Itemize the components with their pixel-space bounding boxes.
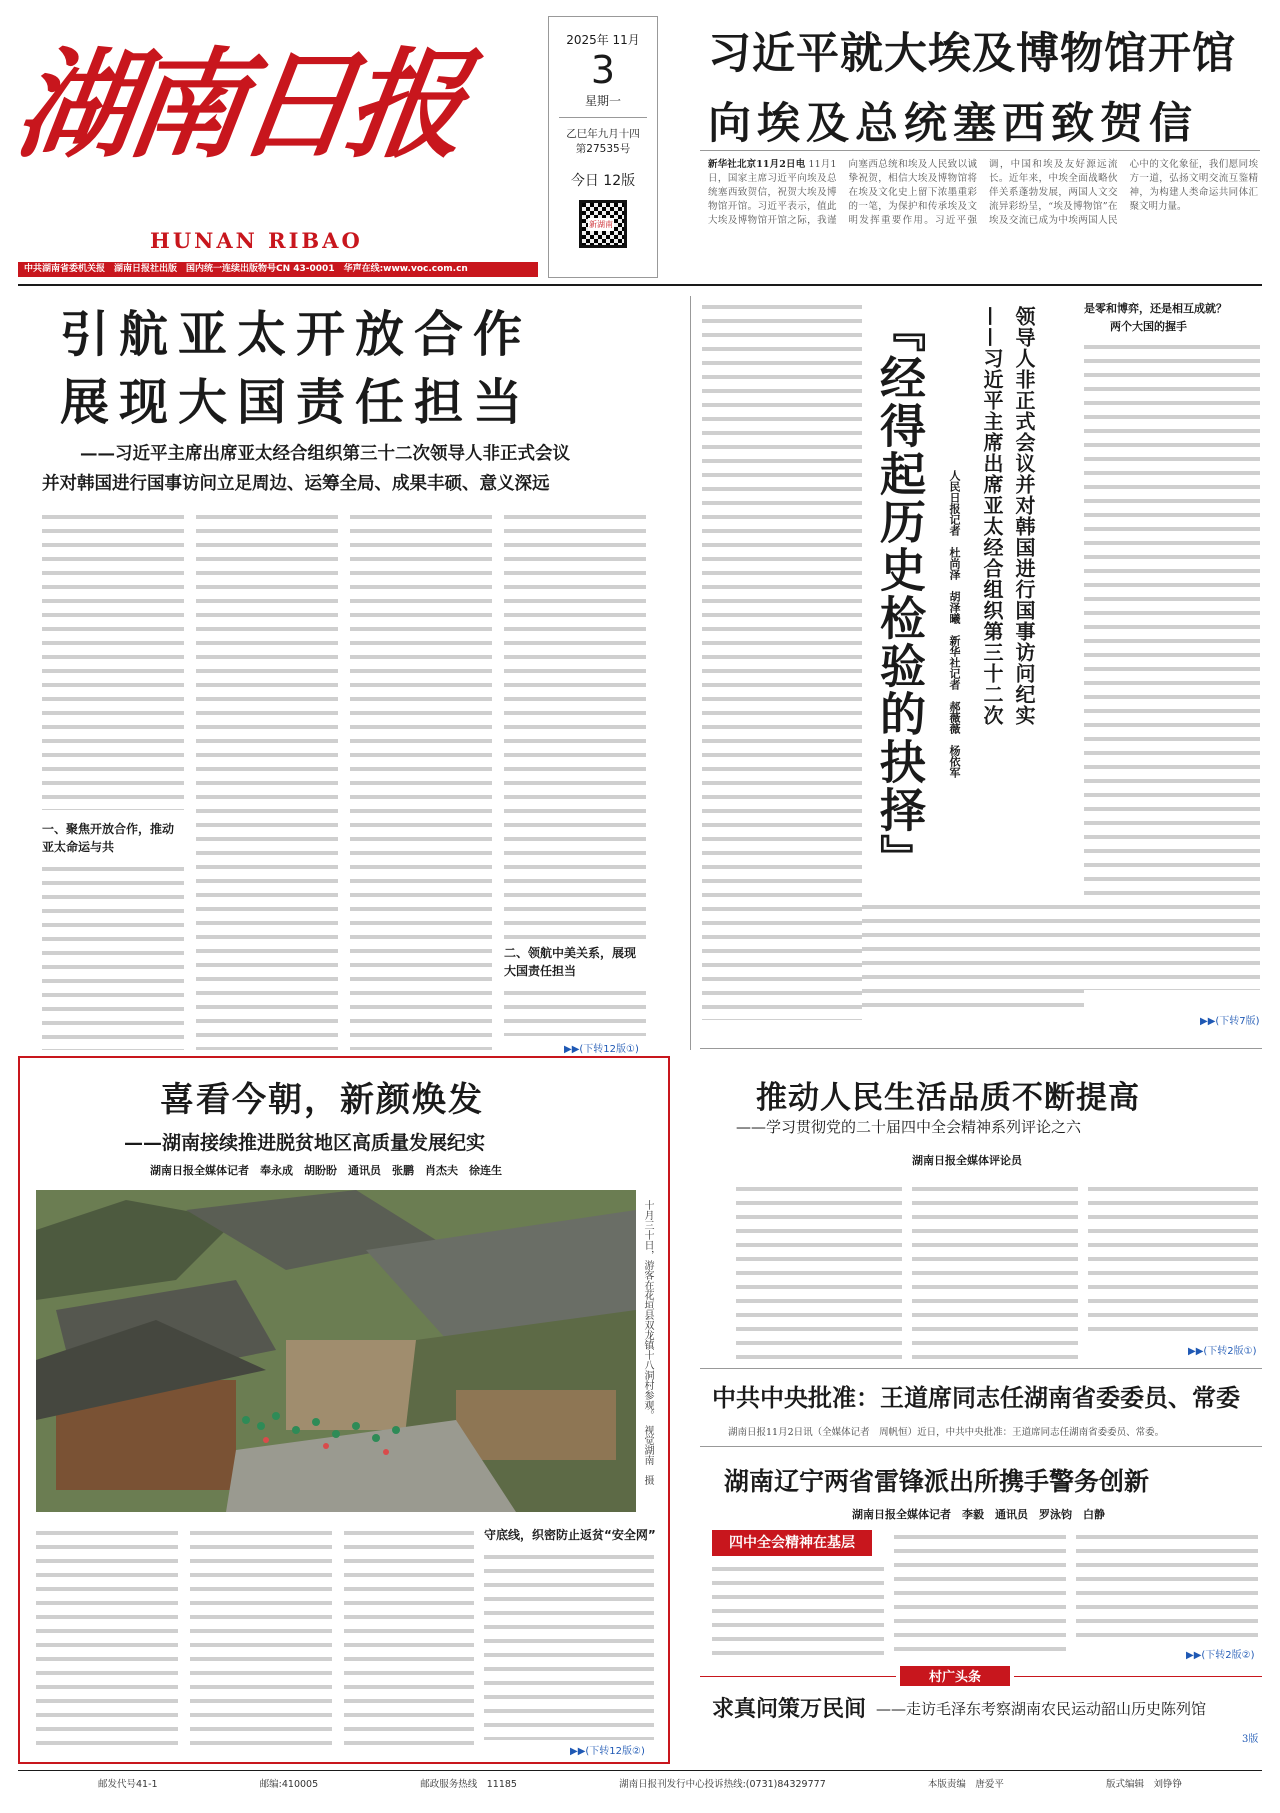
footer-item: 邮编:410005: [259, 1779, 319, 1790]
photo-story-headline[interactable]: 喜看今朝，新颜焕发: [160, 1080, 484, 1120]
commentary-subhead: ——学习贯彻党的二十届四中全会精神系列评论之六: [736, 1118, 1082, 1136]
qr-label: 新湖南: [589, 220, 613, 229]
police-headline[interactable]: 湖南辽宁两省雷锋派出所携手警务创新: [724, 1467, 1150, 1496]
issue-number: 第27535号: [575, 143, 631, 155]
feature-byline: 人民日报记者 杜尚泽 胡泽曦 新华社记者 郝薇薇 杨依军: [948, 470, 961, 778]
date-box: [548, 16, 658, 278]
masthead-logo: [8, 10, 538, 200]
qr-code[interactable]: [579, 200, 627, 248]
feature-kicker-1: 是零和博弈，还是相互成就？: [1084, 302, 1227, 315]
feature-title[interactable]: 『经得起历史检验的抉择』: [873, 306, 927, 882]
footer-bar: [18, 1776, 1262, 1798]
commentary-headline[interactable]: 推动人民生活品质不断提高: [756, 1080, 1140, 1116]
feature-body-top: [702, 300, 862, 1020]
appointment-body: 湖南日报11月2日讯（全媒体记者 周帆恒）近日，中共中央批准：王道席同志任湖南省委委员、常委。: [728, 1427, 1165, 1438]
column-brand: [900, 1666, 1010, 1686]
footer-item: 湖南日报刊发行中心投诉热线:(0731)84329777: [619, 1779, 826, 1790]
column-brand-text: 村广头条: [928, 1670, 981, 1685]
police-tag: [712, 1530, 872, 1556]
column-headline[interactable]: 求真问策万民间: [712, 1697, 867, 1722]
village-photo[interactable]: [36, 1190, 636, 1512]
lead-section-2: 二、领航中美关系，展现大国责任担当: [504, 946, 637, 978]
lead-body-col-2: [196, 510, 338, 1050]
lunar-date: 乙巳年九月十四: [566, 128, 640, 140]
commentary-byline: 湖南日报全媒体评论员: [912, 1154, 1022, 1167]
lead-body-col-4: [504, 510, 646, 940]
police-tag-text: 四中全会精神在基层: [729, 1535, 855, 1551]
footer-item: 本版责编 唐爱平: [927, 1779, 1004, 1790]
top-headline-1[interactable]: 习近平就大埃及博物馆开馆: [708, 29, 1236, 79]
top-body-text: 11月1日，国家主席习近平向埃及总统塞西致贺信，祝贺大埃及博物馆开馆。习近平表示，值此大埃及博物馆开馆之际，我谨向塞西总统和埃及人民致以诚挚祝贺，相信大埃及博物馆将在埃及文化史上留下浓墨重彩的一笔，为保护和传承埃及文明发挥重要作用。习近平强调，中国和埃及友好源远流长。近年来，中埃全面战略伙伴关系蓬勃发展，两国人文交流异彩纷呈，“埃及博物馆”在埃及交流已成为中埃两国人民心中的文化象征，我们愿同埃方一道，弘扬文明交流互鉴精神，为构建人类命运共同体汇聚文明力量。: [708, 159, 1258, 226]
lead-body-col-1: [42, 510, 184, 810]
footer-item: 邮发代号41-1: [98, 1779, 158, 1790]
police-continue-link[interactable]: ▶▶(下转2版②): [1186, 1650, 1255, 1661]
feature-continue-link[interactable]: ▶▶(下转7版): [1200, 1016, 1260, 1027]
lead-subhead-1: ——习近平主席出席亚太经合组织第三十二次领导人非正式会议: [80, 444, 570, 464]
lead-headline-2[interactable]: 展现大国责任担当: [60, 374, 533, 431]
column-subhead: ——走访毛泽东考察湖南农民运动韶山历史陈列馆: [876, 1700, 1207, 1718]
appointment-headline[interactable]: 中共中央批准：王道席同志任湖南省委委员、常委: [712, 1384, 1240, 1412]
commentary-continue-link[interactable]: ▶▶(下转2版①): [1188, 1346, 1257, 1357]
photo-caption: 十月三十日，游客在花垣县双龙镇十八洞村参观。 视觉湖南 摄: [642, 1200, 653, 1485]
lead-body-col-3: [350, 510, 492, 1050]
lead-subhead-2: 并对韩国进行国事访问立足周边、运筹全局、成果丰硕、意义深远: [42, 474, 550, 494]
feature-kicker-2: 两个大国的握手: [1110, 320, 1187, 333]
column-page: 3版: [1242, 1734, 1259, 1745]
photo-story-byline: 湖南日报全媒体记者 奉永成 胡盼盼 通讯员 张鹏 肖杰夫 徐连生: [150, 1164, 502, 1177]
date-weekday: 星期一: [584, 94, 621, 108]
imprint-bar: [18, 262, 538, 277]
footer-item: 邮政服务热线 11185: [420, 1779, 517, 1790]
imprint-text: 中共湖南省委机关报 湖南日报社出版 国内统一连续出版物号CN 43-0001 华声在线:www.voc.com.cn: [24, 264, 468, 274]
top-headline-2[interactable]: 向埃及总统塞西致贺信: [708, 99, 1198, 149]
page-count: 今日 12版: [570, 173, 636, 189]
lead-section-1: 一、聚焦开放合作，推动亚太命运与共: [42, 822, 175, 854]
photo-story-section: 守底线，织密防止返贫“安全网”: [484, 1528, 656, 1542]
logo-text: 湖南日报: [8, 35, 468, 174]
top-dateline: 新华社北京11月2日电: [708, 159, 806, 170]
lead-continue-link[interactable]: ▶▶(下转12版①): [564, 1044, 639, 1055]
photo-story-continue-link[interactable]: ▶▶(下转12版②): [570, 1746, 645, 1757]
footer-item: 版式编辑 刘铮铮: [1105, 1779, 1182, 1790]
feature-subhead-1: 领导人非正式会议并对韩国进行国事访问纪实: [1012, 306, 1036, 726]
logo-pinyin: HUNAN RIBAO: [150, 228, 363, 253]
photo-story-subhead: ——湖南接续推进脱贫地区高质量发展纪实: [124, 1132, 486, 1154]
date-day: 3: [590, 48, 616, 92]
feature-subhead-2: ——习近平主席出席亚太经合组织第三十二次: [980, 306, 1004, 726]
date-month: 2025年 11月: [566, 33, 640, 47]
police-byline: 湖南日报全媒体记者 李毅 通讯员 罗泳钧 白静: [852, 1508, 1105, 1521]
top-story-body: [708, 158, 1258, 274]
lead-headline-1[interactable]: 引航亚太开放合作: [60, 306, 533, 363]
